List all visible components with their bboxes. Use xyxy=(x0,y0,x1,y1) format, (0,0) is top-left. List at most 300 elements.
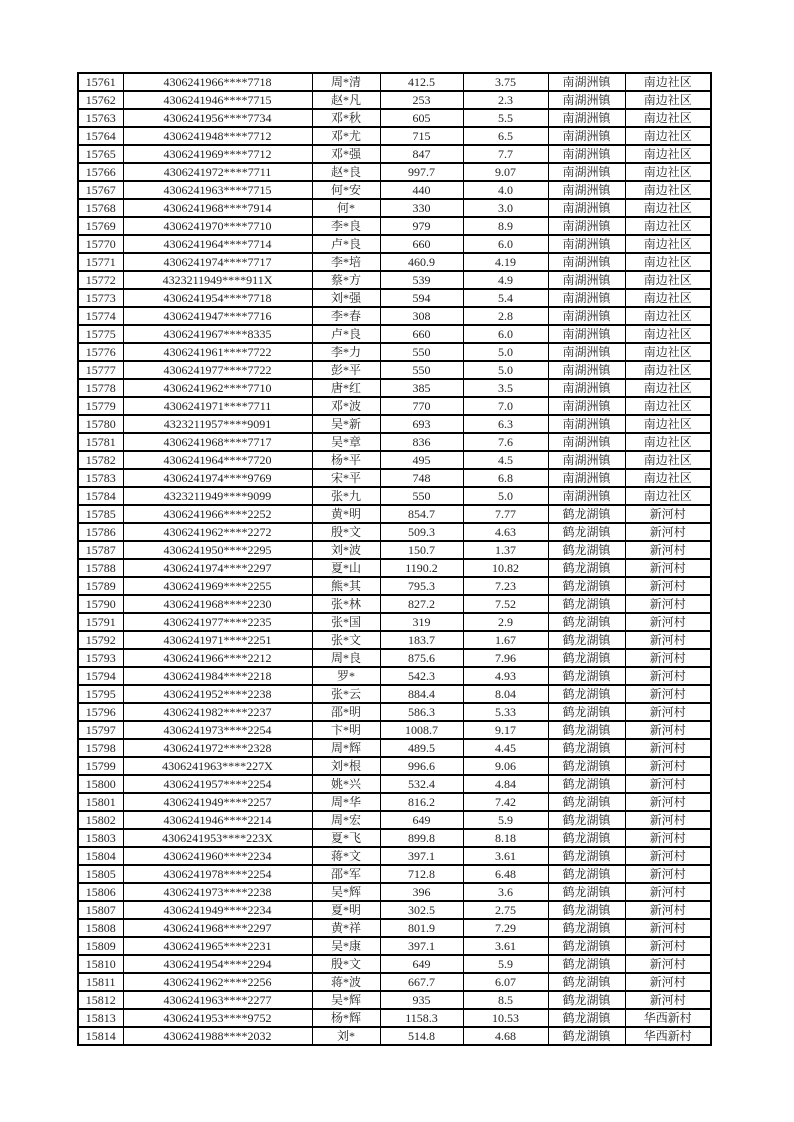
cell-amount: 460.9 xyxy=(380,253,463,271)
table-row xyxy=(78,919,711,937)
cell-area: 10.53 xyxy=(463,1009,548,1027)
table-row xyxy=(78,217,711,235)
cell-name: 邵*明 xyxy=(312,703,380,721)
cell-village: 南边社区 xyxy=(625,361,711,379)
cell-village: 南边社区 xyxy=(625,109,711,127)
cell-id-number: 4306241974****2297 xyxy=(123,559,312,577)
cell-amount: 1158.3 xyxy=(380,1009,463,1027)
cell-village: 新河村 xyxy=(625,793,711,811)
cell-town: 南湖洲镇 xyxy=(548,415,625,433)
cell-village: 华西新村 xyxy=(625,1009,711,1027)
cell-village: 南边社区 xyxy=(625,181,711,199)
cell-area: 4.63 xyxy=(463,523,548,541)
cell-village: 新河村 xyxy=(625,667,711,685)
table-row xyxy=(78,271,711,289)
cell-area: 2.9 xyxy=(463,613,548,631)
table-row xyxy=(78,883,711,901)
cell-name: 周*华 xyxy=(312,793,380,811)
cell-id-number: 4306241946****7715 xyxy=(123,91,312,109)
cell-area: 7.0 xyxy=(463,397,548,415)
table-row xyxy=(78,613,711,631)
cell-village: 南边社区 xyxy=(625,433,711,451)
cell-amount: 816.2 xyxy=(380,793,463,811)
cell-town: 鹤龙湖镇 xyxy=(548,757,625,775)
cell-id-number: 4306241973****2254 xyxy=(123,721,312,739)
table-row xyxy=(78,595,711,613)
cell-name: 邵*军 xyxy=(312,865,380,883)
cell-village: 新河村 xyxy=(625,595,711,613)
cell-area: 6.0 xyxy=(463,235,548,253)
cell-name: 殷*文 xyxy=(312,955,380,973)
cell-id-number: 4306241984****2218 xyxy=(123,667,312,685)
cell-name: 张*九 xyxy=(312,487,380,505)
cell-town: 鹤龙湖镇 xyxy=(548,541,625,559)
cell-area: 5.0 xyxy=(463,361,548,379)
cell-id-number: 4306241977****2235 xyxy=(123,613,312,631)
cell-town: 南湖洲镇 xyxy=(548,379,625,397)
table-row xyxy=(78,757,711,775)
cell-town: 鹤龙湖镇 xyxy=(548,955,625,973)
table-row xyxy=(78,163,711,181)
cell-village: 南边社区 xyxy=(625,271,711,289)
cell-name: 罗* xyxy=(312,667,380,685)
cell-id-number: 4306241964****7720 xyxy=(123,451,312,469)
cell-id-number: 4306241953****9752 xyxy=(123,1009,312,1027)
cell-area: 6.07 xyxy=(463,973,548,991)
cell-name: 何*安 xyxy=(312,181,380,199)
table-row xyxy=(78,451,711,469)
cell-serial-number: 15780 xyxy=(78,415,123,433)
table-row xyxy=(78,235,711,253)
cell-name: 蒋*文 xyxy=(312,847,380,865)
cell-name: 姚*兴 xyxy=(312,775,380,793)
cell-town: 南湖洲镇 xyxy=(548,145,625,163)
cell-village: 南边社区 xyxy=(625,145,711,163)
cell-name: 杨*辉 xyxy=(312,1009,380,1027)
cell-name: 刘*强 xyxy=(312,289,380,307)
cell-id-number: 4306241982****2237 xyxy=(123,703,312,721)
table-row xyxy=(78,811,711,829)
cell-amount: 586.3 xyxy=(380,703,463,721)
cell-id-number: 4306241971****7711 xyxy=(123,397,312,415)
cell-id-number: 4306241970****7710 xyxy=(123,217,312,235)
cell-area: 9.06 xyxy=(463,757,548,775)
cell-amount: 649 xyxy=(380,811,463,829)
cell-village: 南边社区 xyxy=(625,73,711,91)
cell-town: 鹤龙湖镇 xyxy=(548,937,625,955)
cell-amount: 996.6 xyxy=(380,757,463,775)
cell-serial-number: 15761 xyxy=(78,73,123,91)
cell-area: 6.48 xyxy=(463,865,548,883)
cell-area: 7.7 xyxy=(463,145,548,163)
cell-amount: 594 xyxy=(380,289,463,307)
cell-name: 邓*强 xyxy=(312,145,380,163)
table-row xyxy=(78,991,711,1009)
cell-area: 5.5 xyxy=(463,109,548,127)
cell-amount: 550 xyxy=(380,361,463,379)
cell-town: 南湖洲镇 xyxy=(548,469,625,487)
cell-area: 5.9 xyxy=(463,811,548,829)
cell-serial-number: 15788 xyxy=(78,559,123,577)
cell-name: 张*云 xyxy=(312,685,380,703)
cell-town: 南湖洲镇 xyxy=(548,73,625,91)
cell-serial-number: 15796 xyxy=(78,703,123,721)
cell-area: 7.23 xyxy=(463,577,548,595)
cell-amount: 539 xyxy=(380,271,463,289)
cell-id-number: 4306241948****7712 xyxy=(123,127,312,145)
cell-serial-number: 15774 xyxy=(78,307,123,325)
cell-area: 5.33 xyxy=(463,703,548,721)
cell-serial-number: 15786 xyxy=(78,523,123,541)
cell-serial-number: 15798 xyxy=(78,739,123,757)
cell-town: 南湖洲镇 xyxy=(548,235,625,253)
cell-town: 鹤龙湖镇 xyxy=(548,901,625,919)
cell-town: 南湖洲镇 xyxy=(548,451,625,469)
cell-serial-number: 15784 xyxy=(78,487,123,505)
table-row xyxy=(78,325,711,343)
cell-town: 南湖洲镇 xyxy=(548,181,625,199)
cell-serial-number: 15789 xyxy=(78,577,123,595)
cell-id-number: 4306241950****2295 xyxy=(123,541,312,559)
table-row xyxy=(78,415,711,433)
cell-serial-number: 15795 xyxy=(78,685,123,703)
cell-serial-number: 15777 xyxy=(78,361,123,379)
cell-area: 8.18 xyxy=(463,829,548,847)
cell-amount: 412.5 xyxy=(380,73,463,91)
cell-area: 5.4 xyxy=(463,289,548,307)
cell-name: 张*林 xyxy=(312,595,380,613)
cell-town: 南湖洲镇 xyxy=(548,109,625,127)
cell-amount: 397.1 xyxy=(380,847,463,865)
cell-amount: 899.8 xyxy=(380,829,463,847)
cell-amount: 935 xyxy=(380,991,463,1009)
cell-serial-number: 15768 xyxy=(78,199,123,217)
cell-name: 黄*祥 xyxy=(312,919,380,937)
cell-id-number: 4306241988****2032 xyxy=(123,1027,312,1045)
cell-village: 南边社区 xyxy=(625,127,711,145)
cell-serial-number: 15766 xyxy=(78,163,123,181)
cell-serial-number: 15809 xyxy=(78,937,123,955)
table-row xyxy=(78,829,711,847)
cell-area: 2.3 xyxy=(463,91,548,109)
cell-amount: 330 xyxy=(380,199,463,217)
cell-town: 鹤龙湖镇 xyxy=(548,811,625,829)
cell-amount: 693 xyxy=(380,415,463,433)
table-row xyxy=(78,865,711,883)
cell-id-number: 4306241949****2257 xyxy=(123,793,312,811)
table-row xyxy=(78,343,711,361)
cell-town: 南湖洲镇 xyxy=(548,325,625,343)
table-row xyxy=(78,253,711,271)
cell-village: 新河村 xyxy=(625,865,711,883)
table-row xyxy=(78,559,711,577)
cell-name: 卢*良 xyxy=(312,235,380,253)
cell-id-number: 4306241968****7717 xyxy=(123,433,312,451)
cell-village: 华西新村 xyxy=(625,1027,711,1045)
cell-town: 南湖洲镇 xyxy=(548,343,625,361)
cell-area: 1.67 xyxy=(463,631,548,649)
cell-area: 6.3 xyxy=(463,415,548,433)
cell-name: 殷*文 xyxy=(312,523,380,541)
cell-amount: 302.5 xyxy=(380,901,463,919)
cell-id-number: 4306241965****2231 xyxy=(123,937,312,955)
cell-name: 吴*新 xyxy=(312,415,380,433)
cell-id-number: 4306241963****2277 xyxy=(123,991,312,1009)
records-table xyxy=(77,72,712,1046)
cell-serial-number: 15812 xyxy=(78,991,123,1009)
cell-serial-number: 15765 xyxy=(78,145,123,163)
cell-name: 李*力 xyxy=(312,343,380,361)
cell-village: 南边社区 xyxy=(625,397,711,415)
table-row xyxy=(78,73,711,91)
cell-area: 4.68 xyxy=(463,1027,548,1045)
table-row xyxy=(78,91,711,109)
table-row xyxy=(78,721,711,739)
cell-town: 南湖洲镇 xyxy=(548,199,625,217)
cell-area: 3.6 xyxy=(463,883,548,901)
cell-amount: 827.2 xyxy=(380,595,463,613)
cell-serial-number: 15790 xyxy=(78,595,123,613)
cell-village: 南边社区 xyxy=(625,487,711,505)
cell-area: 7.96 xyxy=(463,649,548,667)
cell-serial-number: 15791 xyxy=(78,613,123,631)
cell-village: 新河村 xyxy=(625,973,711,991)
cell-serial-number: 15803 xyxy=(78,829,123,847)
cell-town: 南湖洲镇 xyxy=(548,217,625,235)
cell-town: 鹤龙湖镇 xyxy=(548,1027,625,1045)
cell-town: 鹤龙湖镇 xyxy=(548,721,625,739)
cell-id-number: 4306241977****7722 xyxy=(123,361,312,379)
cell-id-number: 4306241966****2252 xyxy=(123,505,312,523)
cell-serial-number: 15781 xyxy=(78,433,123,451)
cell-id-number: 4306241973****2238 xyxy=(123,883,312,901)
cell-village: 新河村 xyxy=(625,739,711,757)
cell-name: 彭*平 xyxy=(312,361,380,379)
cell-id-number: 4306241978****2254 xyxy=(123,865,312,883)
cell-area: 1.37 xyxy=(463,541,548,559)
cell-id-number: 4306241966****7718 xyxy=(123,73,312,91)
cell-area: 10.82 xyxy=(463,559,548,577)
cell-area: 7.52 xyxy=(463,595,548,613)
cell-serial-number: 15778 xyxy=(78,379,123,397)
cell-town: 鹤龙湖镇 xyxy=(548,973,625,991)
cell-area: 5.0 xyxy=(463,487,548,505)
cell-area: 3.0 xyxy=(463,199,548,217)
table-row xyxy=(78,703,711,721)
cell-name: 刘* xyxy=(312,1027,380,1045)
cell-town: 鹤龙湖镇 xyxy=(548,649,625,667)
cell-area: 3.61 xyxy=(463,937,548,955)
cell-village: 新河村 xyxy=(625,541,711,559)
cell-area: 6.5 xyxy=(463,127,548,145)
cell-area: 4.5 xyxy=(463,451,548,469)
cell-area: 4.93 xyxy=(463,667,548,685)
cell-serial-number: 15775 xyxy=(78,325,123,343)
table-row xyxy=(78,901,711,919)
cell-id-number: 4306241961****7722 xyxy=(123,343,312,361)
cell-town: 南湖洲镇 xyxy=(548,433,625,451)
cell-name: 熊*其 xyxy=(312,577,380,595)
cell-town: 鹤龙湖镇 xyxy=(548,703,625,721)
cell-amount: 514.8 xyxy=(380,1027,463,1045)
cell-name: 周*清 xyxy=(312,73,380,91)
cell-serial-number: 15770 xyxy=(78,235,123,253)
cell-village: 新河村 xyxy=(625,703,711,721)
cell-area: 4.0 xyxy=(463,181,548,199)
cell-town: 鹤龙湖镇 xyxy=(548,523,625,541)
cell-name: 周*宏 xyxy=(312,811,380,829)
table-row xyxy=(78,847,711,865)
cell-serial-number: 15783 xyxy=(78,469,123,487)
cell-village: 新河村 xyxy=(625,901,711,919)
cell-serial-number: 15771 xyxy=(78,253,123,271)
cell-area: 2.75 xyxy=(463,901,548,919)
cell-id-number: 4323211949****911X xyxy=(123,271,312,289)
cell-amount: 770 xyxy=(380,397,463,415)
cell-area: 5.0 xyxy=(463,343,548,361)
cell-serial-number: 15779 xyxy=(78,397,123,415)
cell-serial-number: 15814 xyxy=(78,1027,123,1045)
cell-name: 黄*明 xyxy=(312,505,380,523)
table-row xyxy=(78,1009,711,1027)
cell-name: 何* xyxy=(312,199,380,217)
cell-amount: 319 xyxy=(380,613,463,631)
cell-town: 鹤龙湖镇 xyxy=(548,559,625,577)
cell-village: 新河村 xyxy=(625,505,711,523)
cell-village: 新河村 xyxy=(625,991,711,1009)
cell-village: 新河村 xyxy=(625,559,711,577)
cell-village: 南边社区 xyxy=(625,253,711,271)
cell-id-number: 4306241968****2230 xyxy=(123,595,312,613)
table-row xyxy=(78,109,711,127)
cell-area: 8.04 xyxy=(463,685,548,703)
cell-amount: 150.7 xyxy=(380,541,463,559)
cell-id-number: 4306241968****7914 xyxy=(123,199,312,217)
cell-name: 周*辉 xyxy=(312,739,380,757)
cell-id-number: 4306241969****2255 xyxy=(123,577,312,595)
cell-id-number: 4323211949****9099 xyxy=(123,487,312,505)
cell-amount: 660 xyxy=(380,325,463,343)
cell-area: 7.42 xyxy=(463,793,548,811)
cell-amount: 847 xyxy=(380,145,463,163)
table-row xyxy=(78,955,711,973)
cell-serial-number: 15810 xyxy=(78,955,123,973)
cell-area: 6.0 xyxy=(463,325,548,343)
table-row xyxy=(78,379,711,397)
cell-town: 鹤龙湖镇 xyxy=(548,847,625,865)
cell-id-number: 4323211957****9091 xyxy=(123,415,312,433)
cell-area: 4.9 xyxy=(463,271,548,289)
cell-amount: 997.7 xyxy=(380,163,463,181)
cell-amount: 1190.2 xyxy=(380,559,463,577)
cell-serial-number: 15801 xyxy=(78,793,123,811)
cell-id-number: 4306241960****2234 xyxy=(123,847,312,865)
cell-amount: 660 xyxy=(380,235,463,253)
cell-village: 新河村 xyxy=(625,631,711,649)
cell-town: 鹤龙湖镇 xyxy=(548,739,625,757)
cell-id-number: 4306241954****2294 xyxy=(123,955,312,973)
cell-name: 吴*康 xyxy=(312,937,380,955)
cell-name: 吴*辉 xyxy=(312,883,380,901)
cell-id-number: 4306241969****7712 xyxy=(123,145,312,163)
cell-village: 南边社区 xyxy=(625,199,711,217)
table-row xyxy=(78,631,711,649)
cell-id-number: 4306241949****2234 xyxy=(123,901,312,919)
cell-name: 邓*波 xyxy=(312,397,380,415)
cell-amount: 385 xyxy=(380,379,463,397)
cell-name: 张*文 xyxy=(312,631,380,649)
table-row xyxy=(78,487,711,505)
cell-id-number: 4306241966****2212 xyxy=(123,649,312,667)
cell-name: 夏*飞 xyxy=(312,829,380,847)
cell-area: 3.75 xyxy=(463,73,548,91)
table-row xyxy=(78,145,711,163)
cell-amount: 1008.7 xyxy=(380,721,463,739)
cell-id-number: 4306241972****7711 xyxy=(123,163,312,181)
cell-name: 卞*明 xyxy=(312,721,380,739)
cell-town: 鹤龙湖镇 xyxy=(548,793,625,811)
table-row xyxy=(78,973,711,991)
cell-town: 南湖洲镇 xyxy=(548,127,625,145)
cell-town: 鹤龙湖镇 xyxy=(548,775,625,793)
cell-village: 南边社区 xyxy=(625,325,711,343)
cell-amount: 795.3 xyxy=(380,577,463,595)
cell-serial-number: 15800 xyxy=(78,775,123,793)
table-row xyxy=(78,793,711,811)
cell-village: 南边社区 xyxy=(625,379,711,397)
cell-amount: 542.3 xyxy=(380,667,463,685)
cell-amount: 836 xyxy=(380,433,463,451)
cell-village: 新河村 xyxy=(625,775,711,793)
cell-amount: 489.5 xyxy=(380,739,463,757)
cell-name: 李*良 xyxy=(312,217,380,235)
cell-village: 南边社区 xyxy=(625,469,711,487)
cell-name: 卢*良 xyxy=(312,325,380,343)
cell-name: 夏*山 xyxy=(312,559,380,577)
cell-amount: 712.8 xyxy=(380,865,463,883)
cell-amount: 550 xyxy=(380,487,463,505)
cell-town: 南湖洲镇 xyxy=(548,271,625,289)
cell-area: 4.84 xyxy=(463,775,548,793)
cell-name: 夏*明 xyxy=(312,901,380,919)
table-row xyxy=(78,127,711,145)
cell-area: 9.17 xyxy=(463,721,548,739)
cell-id-number: 4306241962****7710 xyxy=(123,379,312,397)
cell-serial-number: 15811 xyxy=(78,973,123,991)
cell-village: 南边社区 xyxy=(625,343,711,361)
table-row xyxy=(78,541,711,559)
records-table-body xyxy=(78,73,711,1045)
cell-name: 邓*尤 xyxy=(312,127,380,145)
cell-town: 鹤龙湖镇 xyxy=(548,685,625,703)
cell-village: 新河村 xyxy=(625,829,711,847)
table-row xyxy=(78,307,711,325)
table-row xyxy=(78,937,711,955)
cell-town: 鹤龙湖镇 xyxy=(548,631,625,649)
cell-area: 4.45 xyxy=(463,739,548,757)
cell-area: 3.61 xyxy=(463,847,548,865)
cell-id-number: 4306241967****8335 xyxy=(123,325,312,343)
cell-amount: 397.1 xyxy=(380,937,463,955)
cell-village: 新河村 xyxy=(625,577,711,595)
cell-village: 新河村 xyxy=(625,883,711,901)
cell-id-number: 4306241957****2254 xyxy=(123,775,312,793)
cell-serial-number: 15769 xyxy=(78,217,123,235)
cell-town: 鹤龙湖镇 xyxy=(548,667,625,685)
cell-amount: 495 xyxy=(380,451,463,469)
cell-town: 鹤龙湖镇 xyxy=(548,595,625,613)
cell-name: 唐*红 xyxy=(312,379,380,397)
